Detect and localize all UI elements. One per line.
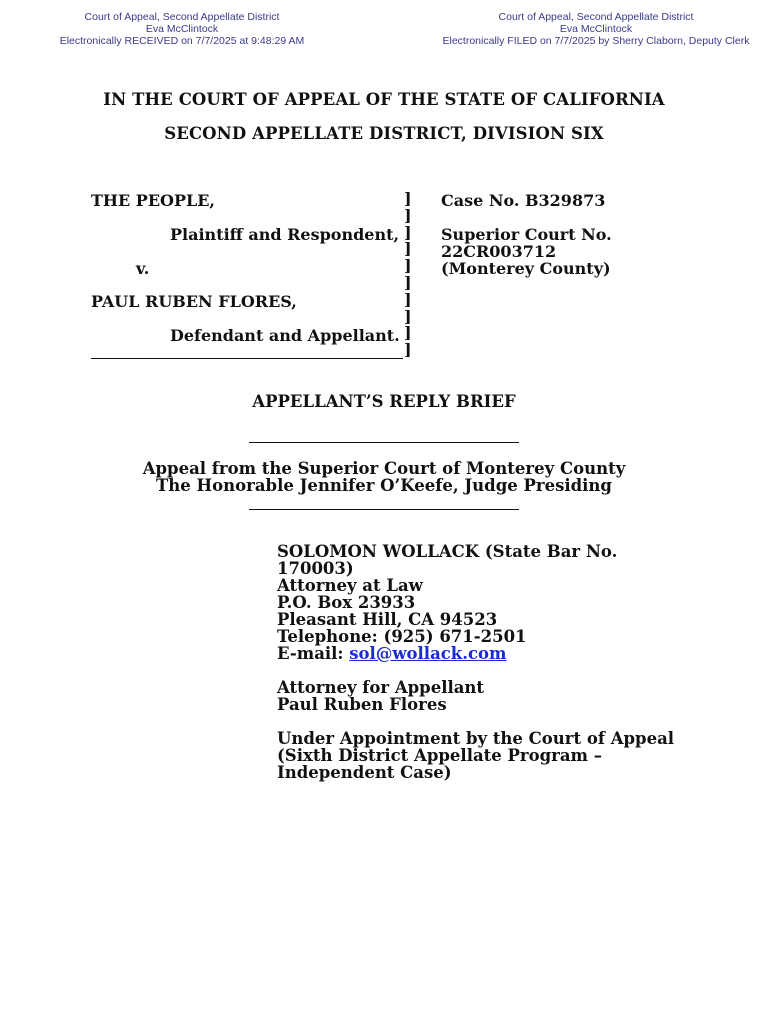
case-number: Case No. B329873 xyxy=(441,191,606,210)
superior-court-label: Superior Court No. xyxy=(441,225,612,244)
appeal-from: Appeal from the Superior Court of Monterey County xyxy=(142,459,626,478)
stamp-clerk: Eva McClintock xyxy=(145,23,219,35)
defendant-name: PAUL RUBEN FLORES, xyxy=(91,292,297,311)
filed-stamp xyxy=(440,11,752,47)
bracket: ] xyxy=(404,306,412,326)
bracket: ] xyxy=(404,289,412,309)
divider xyxy=(249,442,519,443)
caption-brackets xyxy=(404,191,416,359)
role-line-1: Attorney for Appellant xyxy=(277,678,485,697)
appointment-line-2: (Sixth District Appellate Program – xyxy=(277,746,602,765)
plaintiff-role: Plaintiff and Respondent, xyxy=(170,225,400,244)
caption-underline xyxy=(91,358,403,359)
stamp-clerk: Eva McClintock xyxy=(559,23,633,35)
bracket: ] xyxy=(404,189,412,208)
attorney-name: SOLOMON WOLLACK (State Bar No. 170003) xyxy=(277,542,618,578)
bracket: ] xyxy=(404,272,412,292)
appointment-line-3: Independent Case) xyxy=(277,763,452,782)
stamp-received-line: Electronically RECEIVED on 7/7/2025 at 9:48:29 AM xyxy=(59,35,305,47)
plaintiff-name: THE PEOPLE, xyxy=(91,191,215,210)
bracket: ] xyxy=(404,239,412,259)
email-label: E-mail: xyxy=(277,644,350,663)
defendant-role: Defendant and Appellant. xyxy=(170,326,400,345)
bracket: ] xyxy=(404,222,412,242)
stamp-court: Court of Appeal, Second Appellate District xyxy=(498,11,694,23)
district-heading: SECOND APPELLATE DISTRICT, DIVISION SIX xyxy=(164,124,604,143)
bracket: ] xyxy=(404,205,412,225)
superior-court-number: 22CR003712 xyxy=(441,242,557,261)
role-line-2: Paul Ruben Flores xyxy=(277,695,447,714)
presiding-judge: The Honorable Jennifer O’Keefe, Judge Presiding xyxy=(156,476,612,495)
bracket: ] xyxy=(404,323,412,343)
received-stamp xyxy=(58,11,306,47)
address-line-2: Pleasant Hill, CA 94523 xyxy=(277,610,498,629)
court-heading: IN THE COURT OF APPEAL OF THE STATE OF CALIFORNIA xyxy=(103,90,665,109)
county: (Monterey County) xyxy=(441,259,611,278)
appointment-line-1: Under Appointment by the Court of Appeal xyxy=(277,729,675,748)
divider xyxy=(249,509,519,510)
brief-title: APPELLANT’S REPLY BRIEF xyxy=(252,392,516,411)
email-line xyxy=(277,645,697,662)
email-link[interactable]: sol@wollack.com xyxy=(349,644,507,663)
attorney-title: Attorney at Law xyxy=(277,576,423,595)
bracket: ] xyxy=(404,340,412,360)
bracket: ] xyxy=(404,256,412,276)
counsel-block xyxy=(277,543,697,781)
stamp-court: Court of Appeal, Second Appellate District xyxy=(84,11,280,23)
stamp-filed-line: Electronically FILED on 7/7/2025 by Sherry Claborn, Deputy Clerk xyxy=(442,35,750,47)
versus: v. xyxy=(136,259,150,278)
address-line-1: P.O. Box 23933 xyxy=(277,593,416,612)
telephone: Telephone: (925) 671-2501 xyxy=(277,627,527,646)
